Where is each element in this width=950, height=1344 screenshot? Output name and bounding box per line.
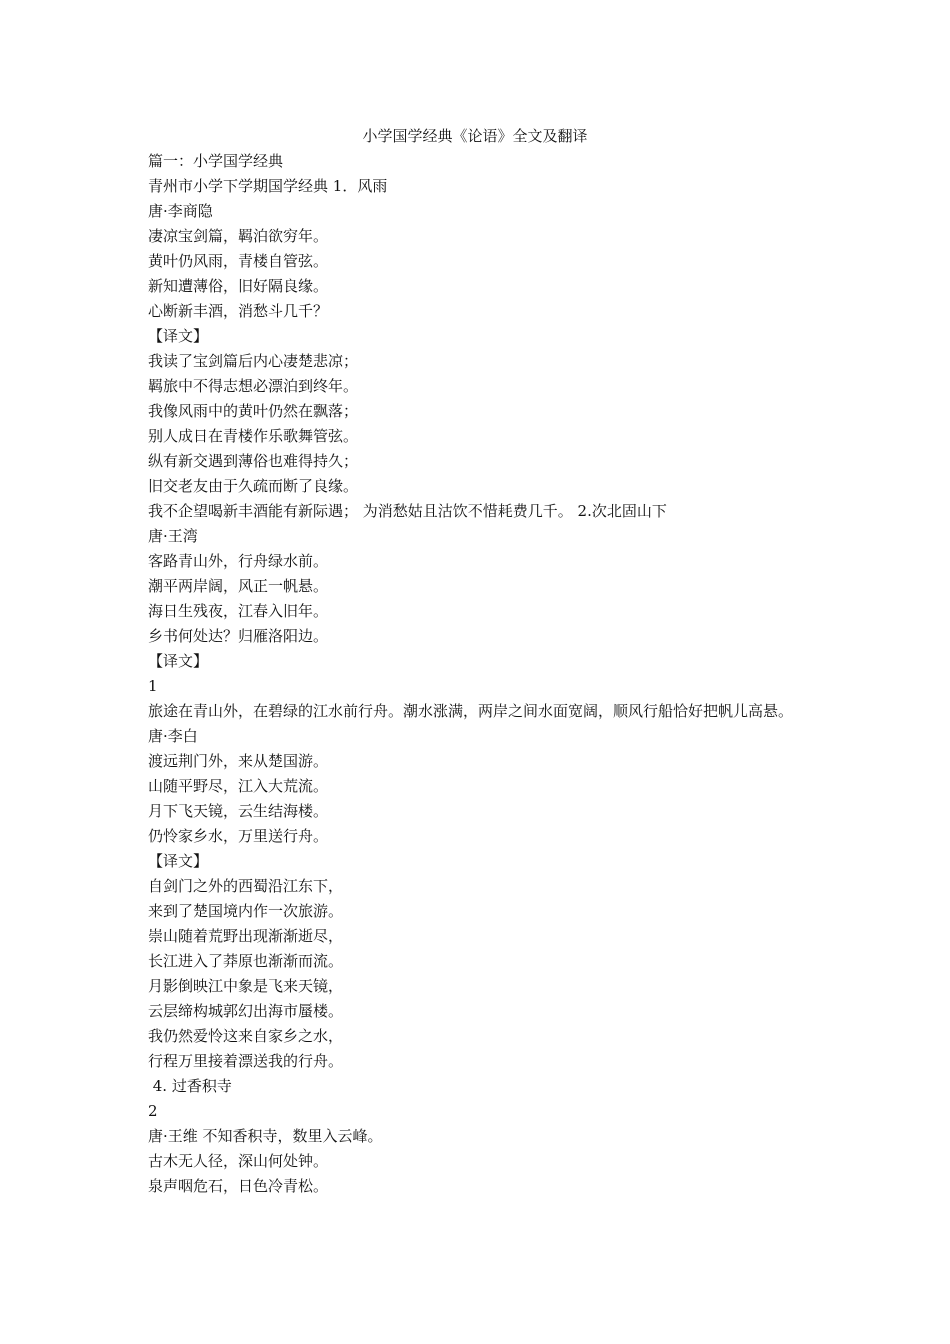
text-line: 来到了楚国境内作一次旅游。	[148, 902, 344, 920]
text-line: 纵有新交遇到薄俗也难得持久；	[148, 452, 359, 470]
text-line: 月下飞天镜，云生结海楼。	[148, 802, 329, 820]
section-marker: 【译文】	[148, 852, 209, 870]
text-line: 潮平两岸阔，风正一帆悬。	[148, 577, 329, 595]
text-line: 自剑门之外的西蜀沿江东下，	[148, 877, 344, 895]
document-body	[148, 149, 813, 1199]
text-line: 崇山随着荒野出现渐渐逝尽，	[148, 927, 344, 945]
text-line: 篇一：小学国学经典	[148, 152, 284, 170]
page-number: 1	[148, 677, 158, 695]
text-line: 青州市小学下学期国学经典 1．风雨	[148, 177, 388, 195]
text-line: 仍怜家乡水，万里送行舟。	[148, 827, 329, 845]
text-line: 海日生残夜，江春入旧年。	[148, 602, 329, 620]
text-line: 别人成日在青楼作乐歌舞管弦。	[148, 427, 359, 445]
text-paragraph: 旅途在青山外，在碧绿的江水前行舟。潮水涨满，两岸之间水面宽阔，顺风行船恰好把帆儿高悬。	[148, 702, 794, 720]
text-line: 黄叶仍风雨，青楼自管弦。	[148, 252, 329, 270]
section-marker: 【译文】	[148, 652, 209, 670]
text-line: 云层缔构城郭幻出海市蜃楼。	[148, 1002, 344, 1020]
text-line: 客路青山外，行舟绿水前。	[148, 552, 329, 570]
text-line: 唐·王维 不知香积寺，数里入云峰。	[148, 1127, 383, 1145]
text-line: 羁旅中不得志想必漂泊到终年。	[148, 377, 359, 395]
text-line: 月影倒映江中象是飞来天镜，	[148, 977, 344, 995]
text-line: 泉声咽危石，日色冷青松。	[148, 1177, 329, 1195]
text-line: 我仍然爱怜这来自家乡之水，	[148, 1027, 344, 1045]
text-line: 我不企望喝新丰酒能有新际遇； 为消愁姑且沽饮不惜耗费几千。 2.次北固山下	[148, 502, 667, 520]
page-number: 2	[148, 1102, 158, 1120]
text-line: 唐·王湾	[148, 527, 198, 545]
text-line: 行程万里接着漂送我的行舟。	[148, 1052, 344, 1070]
text-line: 长江进入了莽原也渐渐而流。	[148, 952, 344, 970]
text-line: 凄凉宝剑篇，羁泊欲穷年。	[148, 227, 329, 245]
text-line: 4. 过香积寺	[148, 1077, 232, 1095]
text-line: 渡远荆门外，来从楚国游。	[148, 752, 329, 770]
text-line: 旧交老友由于久疏而断了良缘。	[148, 477, 359, 495]
text-line: 心断新丰酒，消愁斗几千？	[148, 302, 329, 320]
text-line: 古木无人径，深山何处钟。	[148, 1152, 329, 1170]
text-line: 新知遭薄俗，旧好隔良缘。	[148, 277, 329, 295]
text-line: 山随平野尽，江入大荒流。	[148, 777, 329, 795]
document-title: 小学国学经典《论语》全文及翻译	[362, 127, 588, 145]
text-line: 乡书何处达？归雁洛阳边。	[148, 627, 329, 645]
section-marker: 【译文】	[148, 327, 209, 345]
text-line: 唐·李白	[148, 727, 198, 745]
text-line: 唐·李商隐	[148, 202, 213, 220]
text-line: 我像风雨中的黄叶仍然在飘落；	[148, 402, 359, 420]
text-line: 我读了宝剑篇后内心凄楚悲凉；	[148, 352, 359, 370]
